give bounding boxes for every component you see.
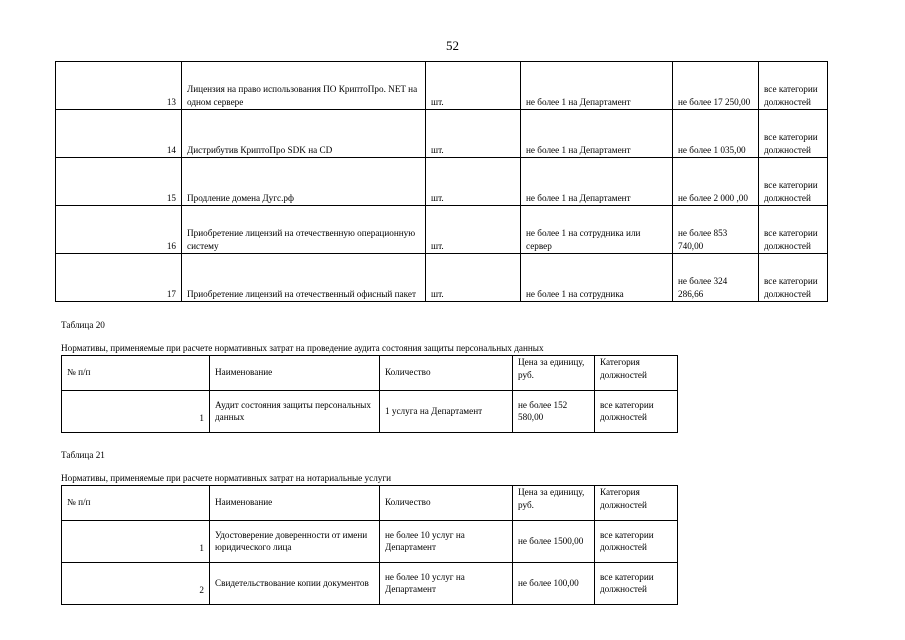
header-quantity: Количество	[380, 486, 513, 521]
category: все категории должностей	[759, 62, 828, 110]
table-row	[56, 254, 828, 302]
header-category: Категория должностей	[595, 356, 678, 391]
unit: шт.	[426, 254, 521, 302]
price: не более 1 035,00	[673, 110, 759, 158]
table-row	[62, 521, 678, 563]
header-number: № п/п	[62, 486, 210, 521]
category: все категории должностей	[759, 158, 828, 206]
table21-caption: Таблица 21	[61, 450, 105, 460]
audit-norms-body	[62, 356, 678, 433]
quantity: не более 10 услуг на Департамент	[380, 521, 513, 563]
header-name: Наименование	[210, 356, 380, 391]
header-name: Наименование	[210, 486, 380, 521]
item-name: Приобретение лицензий на отечественную операционную систему	[182, 206, 426, 254]
unit: шт.	[426, 62, 521, 110]
row-number: 1	[62, 521, 210, 563]
table21-title: Нормативы, применяемые при расчете нормативных затрат на нотариальные услуги	[61, 473, 392, 483]
row-number: 1	[62, 391, 210, 433]
header-row	[62, 356, 678, 391]
table20-caption: Таблица 20	[61, 320, 105, 330]
notary-norms-table	[61, 485, 678, 605]
table-row	[56, 110, 828, 158]
norms-table-body	[56, 62, 828, 302]
quantity: не более 1 на Департамент	[521, 110, 673, 158]
row-number: 15	[56, 158, 182, 206]
item-name: Дистрибутив КриптоПро SDK на CD	[182, 110, 426, 158]
table-row	[56, 206, 828, 254]
category: все категории должностей	[595, 563, 678, 605]
row-number: 13	[56, 62, 182, 110]
price: не более 324 286,66	[673, 254, 759, 302]
price: не более 1500,00	[513, 521, 595, 563]
price: не более 100,00	[513, 563, 595, 605]
row-number: 14	[56, 110, 182, 158]
category: все категории должностей	[595, 521, 678, 563]
table-row	[56, 62, 828, 110]
quantity: не более 1 на сотрудника	[521, 254, 673, 302]
quantity: 1 услуга на Департамент	[380, 391, 513, 433]
category: все категории должностей	[759, 254, 828, 302]
norms-table-continued	[55, 61, 828, 302]
row-number: 16	[56, 206, 182, 254]
unit: шт.	[426, 206, 521, 254]
row-number: 17	[56, 254, 182, 302]
audit-norms-table	[61, 355, 678, 433]
row-number: 2	[62, 563, 210, 605]
header-row	[62, 486, 678, 521]
category: все категории должностей	[759, 206, 828, 254]
item-name: Лицензия на право использования ПО КриптоПро. NET на одном сервере	[182, 62, 426, 110]
table20-title: Нормативы, применяемые при расчете нормативных затрат на проведение аудита состояния защиты персональных данных	[61, 343, 544, 353]
quantity: не более 1 на Департамент	[521, 62, 673, 110]
quantity: не более 1 на сотрудника или сервер	[521, 206, 673, 254]
header-price: Цена за единицу, руб.	[513, 356, 595, 391]
item-name: Свидетельствование копии документов	[210, 563, 380, 605]
item-name: Продление домена Дугс.рф	[182, 158, 426, 206]
table-row	[56, 158, 828, 206]
quantity: не более 10 услуг на Департамент	[380, 563, 513, 605]
price: не более 17 250,00	[673, 62, 759, 110]
header-quantity: Количество	[380, 356, 513, 391]
table-row	[62, 563, 678, 605]
unit: шт.	[426, 110, 521, 158]
header-category: Категория должностей	[595, 486, 678, 521]
item-name: Аудит состояния защиты персональных данных	[210, 391, 380, 433]
header-number: № п/п	[62, 356, 210, 391]
unit: шт.	[426, 158, 521, 206]
quantity: не более 1 на Департамент	[521, 158, 673, 206]
table-row	[62, 391, 678, 433]
price: не более 152 580,00	[513, 391, 595, 433]
category: все категории должностей	[595, 391, 678, 433]
notary-norms-body	[62, 486, 678, 605]
header-price: Цена за единицу, руб.	[513, 486, 595, 521]
page-number: 52	[446, 38, 459, 53]
item-name: Приобретение лицензий на отечественный офисный пакет	[182, 254, 426, 302]
price: не более 2 000 ,00	[673, 158, 759, 206]
price: не более 853 740,00	[673, 206, 759, 254]
category: все категории должностей	[759, 110, 828, 158]
item-name: Удостоверение доверенности от имени юридического лица	[210, 521, 380, 563]
